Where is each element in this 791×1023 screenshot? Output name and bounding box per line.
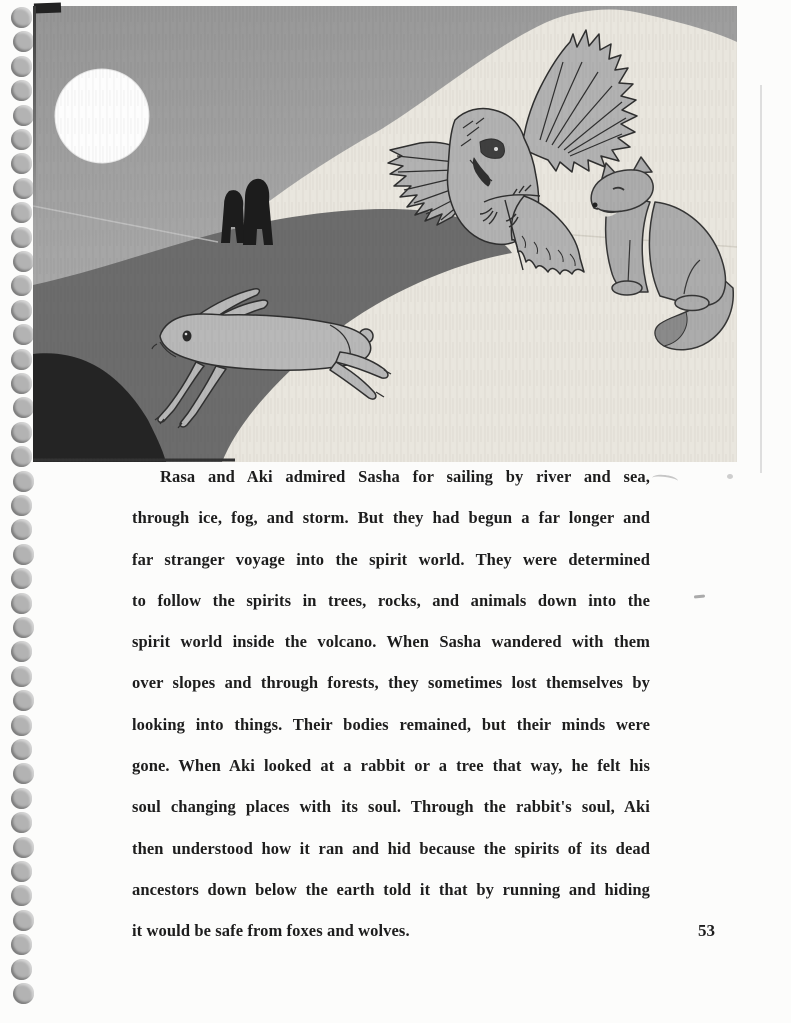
binding-hole <box>13 105 34 126</box>
scan-artifact <box>652 473 679 485</box>
binding-hole <box>11 56 32 77</box>
story-line: through ice, fog, and storm. But they had begun a far longer and <box>132 508 650 528</box>
binding-hole <box>13 471 34 492</box>
binding-hole <box>13 178 34 199</box>
binding-hole <box>11 641 32 662</box>
binding-hole <box>11 202 32 223</box>
binding-hole <box>11 568 32 589</box>
binding-hole <box>11 373 32 394</box>
scan-edge-line <box>760 85 762 473</box>
binding-hole <box>11 934 32 955</box>
story-line: spirit world inside the volcano. When Sasha wandered with them <box>132 632 650 652</box>
binding-hole <box>11 495 32 516</box>
binding-hole <box>13 617 34 638</box>
binding-hole <box>11 812 32 833</box>
binding-hole <box>11 227 32 248</box>
binding-hole <box>11 153 32 174</box>
scan-artifact <box>727 474 733 479</box>
story-line: it would be safe from foxes and wolves. <box>132 921 410 941</box>
scan-artifact <box>694 594 705 598</box>
story-line: far stranger voyage into the spirit world. They were determined <box>132 549 650 569</box>
binding-hole <box>11 519 32 540</box>
binding-hole <box>11 666 32 687</box>
binding-hole <box>11 861 32 882</box>
illustration-left-edge <box>33 6 36 221</box>
binding-hole <box>13 251 34 272</box>
page-number: 53 <box>698 921 715 940</box>
binding-hole <box>11 275 32 296</box>
binding-hole <box>13 763 34 784</box>
story-line: to follow the spirits in trees, rocks, and animals down into the <box>132 590 650 610</box>
story-line: ancestors down below the earth told it that by running and hiding <box>132 879 650 899</box>
corner-mark <box>34 3 61 14</box>
story-illustration <box>33 6 737 462</box>
binding-hole <box>11 959 32 980</box>
story-line: looking into things. Their bodies remained, but their minds were <box>132 714 650 734</box>
illustration-canvas <box>33 6 737 462</box>
binding-hole <box>11 788 32 809</box>
binding-hole <box>11 422 32 443</box>
story-line: then understood how it ran and hid because the spirits of its dead <box>132 838 650 858</box>
binding-hole <box>11 349 32 370</box>
paper-grain <box>33 6 737 462</box>
binding-hole <box>11 446 32 467</box>
story-line: over slopes and through forests, they sometimes lost themselves by <box>132 673 650 693</box>
binding-hole <box>11 593 32 614</box>
binding-hole <box>11 300 32 321</box>
binding-hole <box>11 885 32 906</box>
binding-hole <box>11 129 32 150</box>
binding-hole <box>13 324 34 345</box>
story-line: gone. When Aki looked at a rabbit or a tree that way, he felt his <box>132 756 650 776</box>
binding-hole <box>13 397 34 418</box>
binding-hole <box>13 837 34 858</box>
binding-hole <box>11 80 32 101</box>
binding-hole <box>13 983 34 1004</box>
binding-hole <box>13 31 34 52</box>
binding-hole <box>11 7 32 28</box>
binding-hole <box>11 739 32 760</box>
binding-hole <box>11 715 32 736</box>
story-line: soul changing places with its soul. Through the rabbit's soul, Aki <box>132 797 650 817</box>
binding-hole <box>13 544 34 565</box>
binding-hole <box>13 690 34 711</box>
binding-hole <box>13 910 34 931</box>
story-paragraph <box>132 456 650 952</box>
story-line: Rasa and Aki admired Sasha for sailing by river and sea, <box>160 467 650 486</box>
